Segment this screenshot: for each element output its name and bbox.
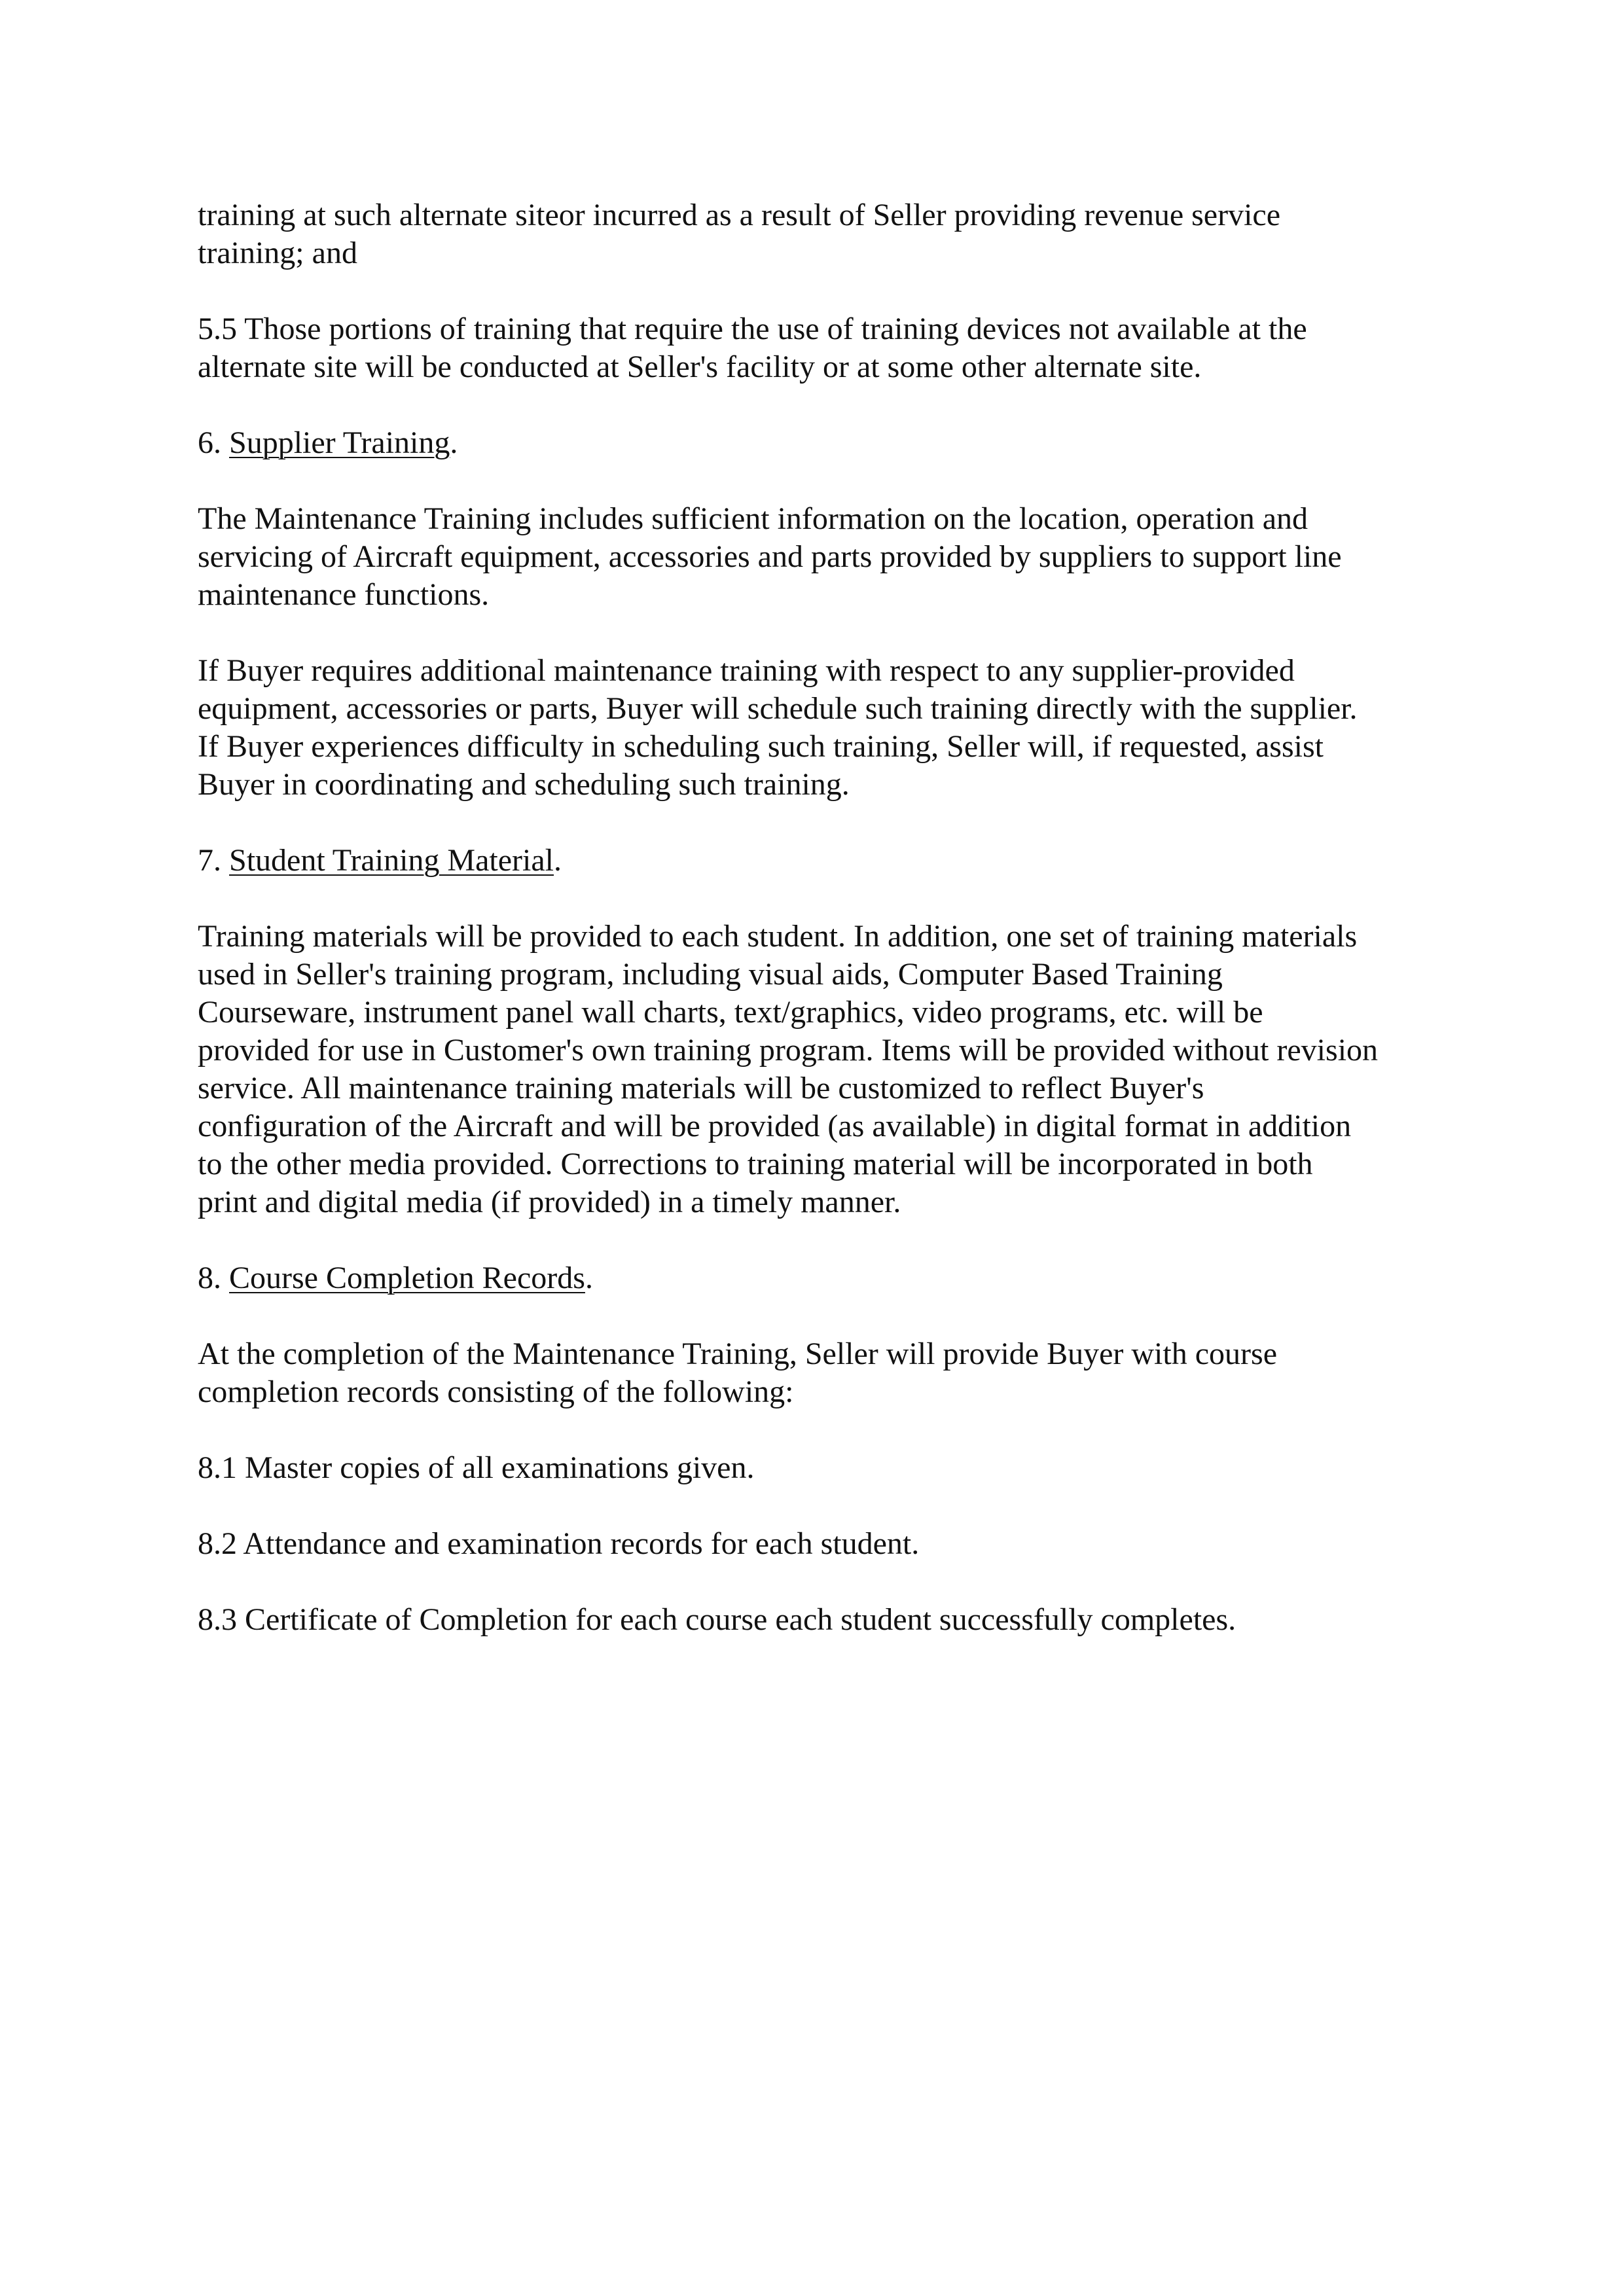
section-title: Course Completion Records bbox=[229, 1261, 585, 1295]
section-title: Supplier Training bbox=[229, 425, 450, 460]
paragraph-8-3: 8.3 Certificate of Completion for each course each student successfully completes. bbox=[198, 1602, 1236, 1637]
section-punctuation: . bbox=[450, 425, 458, 460]
section-number: 6. bbox=[198, 425, 229, 460]
paragraph-supplier-scheduling: If Buyer requires additional maintenance training with respect to any supplier-provided equipment, accessories or parts, Buyer will schedule such training directly with the supplier. If Buyer experiences difficulty in scheduling such training, Seller will, if requested, assist Buyer in coordinating and scheduling such training. bbox=[198, 653, 1358, 802]
section-6-heading bbox=[198, 424, 1441, 462]
paragraph-8-2: 8.2 Attendance and examination records for each student. bbox=[198, 1526, 920, 1561]
paragraph-supplier-info: The Maintenance Training includes sufficient information on the location, operation and servicing of Aircraft equipment, accessories and parts provided by suppliers to support line maintenance functions. bbox=[198, 501, 1342, 612]
paragraph-completion-records: At the completion of the Maintenance Training, Seller will provide Buyer with course completion records consisting of the following: bbox=[198, 1336, 1277, 1409]
paragraph-training-materials: Training materials will be provided to each student. In addition, one set of training materials used in Seller's training program, including visual aids, Computer Based Training Courseware, instrument panel wall charts, text/graphics, video programs, etc. will be provided for use in Customer's own training program. Items will be provided without revision service. All maintenance training materials will be customized to reflect Buyer's configuration of the Aircraft and will be provided (as available) in digital format in addition to the other media provided. Corrections to training material will be incorporated in both print and digital media (if provided) in a timely manner. bbox=[198, 919, 1379, 1219]
section-title: Student Training Material bbox=[229, 843, 554, 878]
section-8-heading bbox=[198, 1259, 1441, 1297]
paragraph-5-5: 5.5 Those portions of training that require the use of training devices not available at the alternate site will be conducted at Seller's facility or at some other alternate site. bbox=[198, 312, 1307, 384]
section-7-heading bbox=[198, 842, 1441, 880]
document-page bbox=[198, 196, 1441, 1677]
paragraph-8-1: 8.1 Master copies of all examinations given. bbox=[198, 1450, 755, 1485]
section-number: 7. bbox=[198, 843, 229, 878]
section-number: 8. bbox=[198, 1261, 229, 1295]
section-punctuation: . bbox=[553, 843, 562, 878]
paragraph-alternate-site-costs: training at such alternate siteor incurred as a result of Seller providing revenue service training; and bbox=[198, 198, 1281, 270]
section-punctuation: . bbox=[585, 1261, 593, 1295]
